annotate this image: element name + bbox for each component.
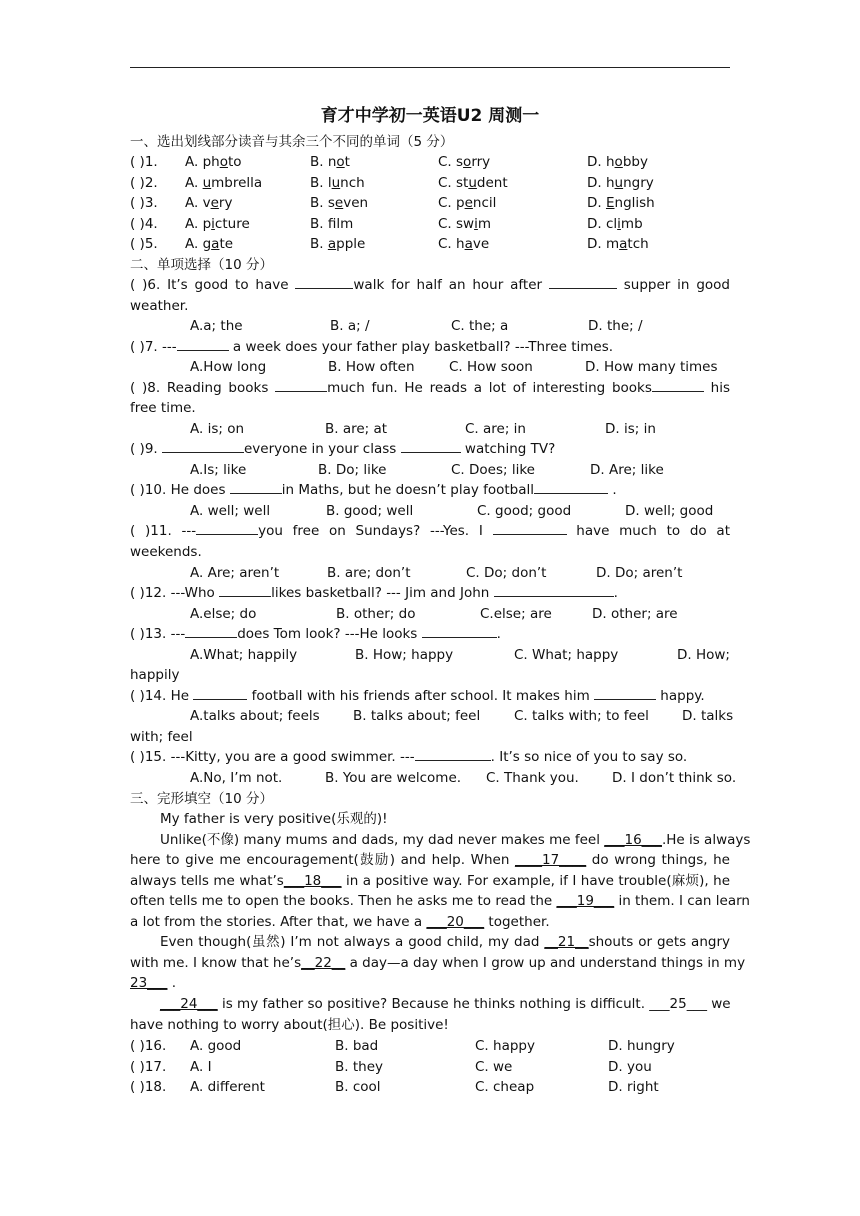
phonics-option: A. umbrella <box>185 174 263 191</box>
phonics-option: D. English <box>587 195 655 212</box>
answer-option: A.Is; like <box>190 462 247 478</box>
answer-option: B. You are welcome. <box>325 770 462 786</box>
answer-option: B. other; do <box>336 606 416 622</box>
section3-heading: 三、完形填空（10 分） <box>130 791 273 807</box>
phonics-option: B. lunch <box>310 174 365 191</box>
passage-line: 23___ . <box>130 975 177 991</box>
question-6-cont: weather. <box>130 298 189 314</box>
answer-option: A.How long <box>190 359 267 375</box>
question-13-cont: happily <box>130 667 180 683</box>
question-number: ( )4. <box>130 215 158 232</box>
question-number: ( )3. <box>130 195 158 212</box>
passage-line: Even though(虽然) I’m not always a good child, my dad __21__shouts or gets angry <box>160 934 730 950</box>
answer-option: B. good; well <box>326 503 414 519</box>
question-number: ( )17. <box>130 1058 167 1075</box>
question-9: ( )9. everyone in your class watching TV? <box>130 441 556 457</box>
phonics-option: A. very <box>185 195 233 212</box>
passage-line: often tells me to open the books. Then he asks me to read the ___19___ in them. I can learn <box>130 893 750 909</box>
question-14: ( )14. He football with his friends after school. It makes him happy. <box>130 688 705 704</box>
answer-option: C. we <box>475 1058 513 1075</box>
phonics-option: C. sorry <box>438 154 491 170</box>
passage-title: My father is very positive(乐观的)! <box>160 811 388 827</box>
answer-option: D. Are; like <box>590 462 664 478</box>
question-11: ( )11. --- you free on Sundays? ---Yes. I have much to do at <box>130 523 730 539</box>
passage-line: with me. I know that he’s__22__ a day—a day when I grow up and understand things in my <box>130 955 746 971</box>
answer-option: B. bad <box>335 1038 379 1054</box>
answer-option: C. the; a <box>451 318 509 334</box>
answer-option: C. Thank you. <box>486 770 579 786</box>
answer-option: A.a; the <box>190 318 243 334</box>
section2-heading: 二、单项选择（10 分） <box>130 257 273 273</box>
answer-option: A. well; well <box>190 503 271 519</box>
passage-line: a lot from the stories. After that, we have a ___20___ together. <box>130 914 550 930</box>
passage-line: Unlike(不像) many mums and dads, my dad never makes me feel ___16___.He is always <box>160 832 751 848</box>
phonics-option: B. flm <box>310 215 354 232</box>
question-number: ( )16. <box>130 1038 167 1054</box>
answer-option: C. cheap <box>475 1079 535 1095</box>
answer-option: A. Are; aren’t <box>190 565 280 581</box>
answer-option: A.else; do <box>190 606 257 622</box>
question-number: ( )1. <box>130 154 158 170</box>
answer-option: D. How many times <box>585 359 718 375</box>
answer-option: C. Does; like <box>451 462 535 478</box>
answer-option: A. good <box>190 1038 242 1054</box>
answer-option: B. are; at <box>325 421 388 437</box>
phonics-option: C. swim <box>438 215 492 232</box>
answer-option: A. is; on <box>190 421 245 437</box>
phonics-option: D. match <box>587 236 649 253</box>
answer-option: B. talks about; feel <box>353 708 481 724</box>
question-15: ( )15. ---Kitty, you are a good swimmer. --- . It’s so nice of you to say so. <box>130 749 688 765</box>
answer-option: B. they <box>335 1058 383 1075</box>
answer-option: D. I don’t think so. <box>612 770 737 786</box>
answer-option: D. right <box>608 1079 659 1095</box>
answer-option: D. is; in <box>605 421 656 437</box>
answer-option: D. you <box>608 1058 652 1075</box>
answer-option: D. other; are <box>592 606 678 622</box>
question-8-cont: free time. <box>130 400 196 416</box>
question-10: ( )10. He does in Maths, but he doesn’t play football . <box>130 482 617 498</box>
phonics-option: C. student <box>438 174 508 191</box>
answer-option: D. well; good <box>625 503 714 519</box>
phonics-option: A. photo <box>185 154 242 170</box>
question-number: ( )5. <box>130 236 158 253</box>
phonics-option: C. have <box>438 236 490 253</box>
phonics-option: D. climb <box>587 215 643 232</box>
question-number: ( )18. <box>130 1079 167 1095</box>
phonics-option: D. hobby <box>587 154 648 170</box>
phonics-option: B. apple <box>310 236 366 253</box>
answer-option: D. hungry <box>608 1038 675 1054</box>
answer-option: C. How soon <box>449 359 533 375</box>
question-7: ( )7. --- a week does your father play basketball? ---Three times. <box>130 339 614 355</box>
section1-heading: 一、选出划线部分读音与其余三个不同的单词（5 分） <box>130 134 454 150</box>
answer-option: C. Do; don’t <box>466 565 547 581</box>
phonics-option: B. not <box>310 154 350 170</box>
answer-option: C. happy <box>475 1038 535 1054</box>
answer-option: A. I <box>190 1058 212 1075</box>
passage-line: have nothing to worry about(担心). Be positive! <box>130 1017 449 1033</box>
answer-option: C. What; happy <box>514 647 619 663</box>
phonics-option: A. gate <box>185 236 234 253</box>
answer-option: B. Do; like <box>318 462 387 478</box>
page-title: 育才中学初一英语U2 周测一 <box>320 106 540 126</box>
answer-option: C. talks with; to feel <box>514 708 649 724</box>
answer-option: C. are; in <box>465 421 526 437</box>
question-11-cont: weekends. <box>130 544 202 560</box>
passage-line: ___24___ is my father so positive? Because he thinks nothing is difficult. ___25___ we <box>160 996 731 1012</box>
answer-option: C.else; are <box>480 606 552 622</box>
answer-option: D. Do; aren’t <box>596 565 683 581</box>
question-number: ( )2. <box>130 174 158 191</box>
phonics-option: A. picture <box>185 215 250 232</box>
phonics-option: B. seven <box>310 195 369 212</box>
question-13: ( )13. --- does Tom look? ---He looks . <box>130 626 501 642</box>
phonics-option: C. pencil <box>438 195 497 212</box>
question-8: ( )8. Reading books much fun. He reads a lot of interesting books his <box>130 380 730 396</box>
answer-option: B. are; don’t <box>327 565 411 581</box>
answer-option: A.talks about; feels <box>190 708 320 724</box>
question-6: ( )6. It’s good to have walk for half an hour after supper in good <box>130 277 730 293</box>
answer-option: B. How; happy <box>355 647 454 663</box>
answer-option: D. the; / <box>588 318 643 334</box>
passage-line: here to give me encouragement(鼓励) and help. When ____17____ do wrong things, he <box>130 852 730 868</box>
answer-option: A.No, I’m not. <box>190 770 283 786</box>
question-14-cont: with; feel <box>130 729 193 745</box>
passage-line: always tells me what’s___18___ in a positive way. For example, if I have trouble(麻烦), he <box>130 873 730 889</box>
phonics-option: D. hungry <box>587 174 654 191</box>
answer-option: C. good; good <box>477 503 572 519</box>
answer-option: B. How often <box>328 359 415 375</box>
question-12: ( )12. ---Who likes basketball? --- Jim and John . <box>130 585 618 601</box>
answer-option: B. cool <box>335 1079 381 1095</box>
answer-option: D. talks <box>682 708 734 724</box>
answer-option: A.What; happily <box>190 647 298 663</box>
top-rule <box>130 67 730 68</box>
answer-option: B. a; / <box>330 318 370 334</box>
answer-option: D. How; <box>677 647 730 663</box>
answer-option: A. different <box>190 1079 265 1095</box>
